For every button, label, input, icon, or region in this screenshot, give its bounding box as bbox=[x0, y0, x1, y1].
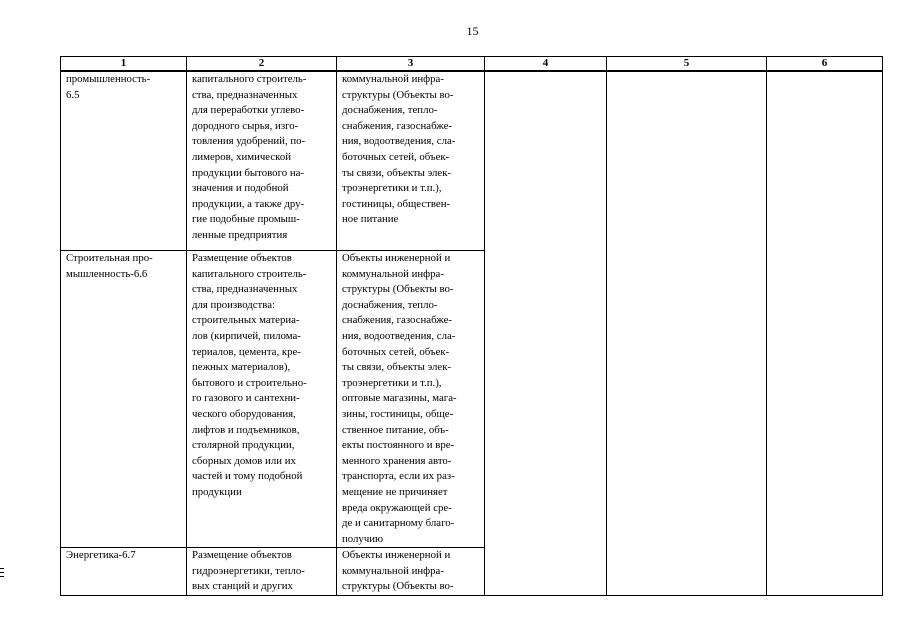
column-6-cell bbox=[767, 71, 883, 596]
column-header-6: 6 bbox=[767, 57, 883, 72]
land-use-description-cell: капитального строитель- ства, предназначенных для переработки углево- дородного сырья, изго- товления удобрений, по- лимеров, химической продукции бытового на- значения и подобной продукции, а также дру- гие подобные промыш- ленные предприятия bbox=[187, 71, 337, 251]
land-use-type-cell: Строительная про- мышленность-6.6 bbox=[61, 251, 187, 548]
page-number: 15 bbox=[466, 24, 479, 38]
column-5-cell bbox=[607, 71, 767, 596]
column-header-3: 3 bbox=[337, 57, 485, 72]
auxiliary-use-cell: Объекты инженерной и коммунальной инфра- структуры (Объекты во- доснабжения, тепло- снабжения, газоснабже- ния, водоотведения, сла- боточных сетей, объек- ты связи, объекты элек- троэнергетики и т.п.), оптовые магазины, мага- зины, гостиницы, обще- ственное питание, объ- екты постоянного и вре- менного хранения авто- транспорта, если их раз- мещение не причиняет вреда окружающей сре- де и санитарному благо- получию bbox=[337, 251, 485, 548]
column-4-cell bbox=[485, 71, 607, 596]
land-use-description-cell: Размещение объектов капитального строитель- ства, предназначенных для производства: строительных материа- лов (кирпичей, пилома- териалов, цемента, кре- пежных материалов), бытового и строительно- го газового и сантехни- ческого оборудования, лифтов и подъемников, столярной продукции, сборных домов или их частей и тому подобной продукции bbox=[187, 251, 337, 548]
margin-marks bbox=[0, 568, 4, 580]
table-row bbox=[61, 71, 883, 251]
column-header-4: 4 bbox=[485, 57, 607, 72]
column-header-2: 2 bbox=[187, 57, 337, 72]
land-use-type-cell: промышленность- 6.5 bbox=[61, 71, 187, 251]
land-use-description-cell: Размещение объектов гидроэнергетики, тепло- вых станций и других bbox=[187, 548, 337, 596]
regulations-table bbox=[60, 56, 883, 596]
table-header-row bbox=[61, 57, 883, 72]
auxiliary-use-cell: Объекты инженерной и коммунальной инфра- структуры (Объекты во- bbox=[337, 548, 485, 596]
column-header-1: 1 bbox=[61, 57, 187, 72]
auxiliary-use-cell: коммунальной инфра- структуры (Объекты во- доснабжения, тепло- снабжения, газоснабже- ния, водоотведения, сла- боточных сетей, объек- ты связи, объекты элек- троэнергетики и т.п.), гостиницы, обществен- ное питание bbox=[337, 71, 485, 251]
column-header-5: 5 bbox=[607, 57, 767, 72]
land-use-type-cell: Энергетика-6.7 bbox=[61, 548, 187, 596]
